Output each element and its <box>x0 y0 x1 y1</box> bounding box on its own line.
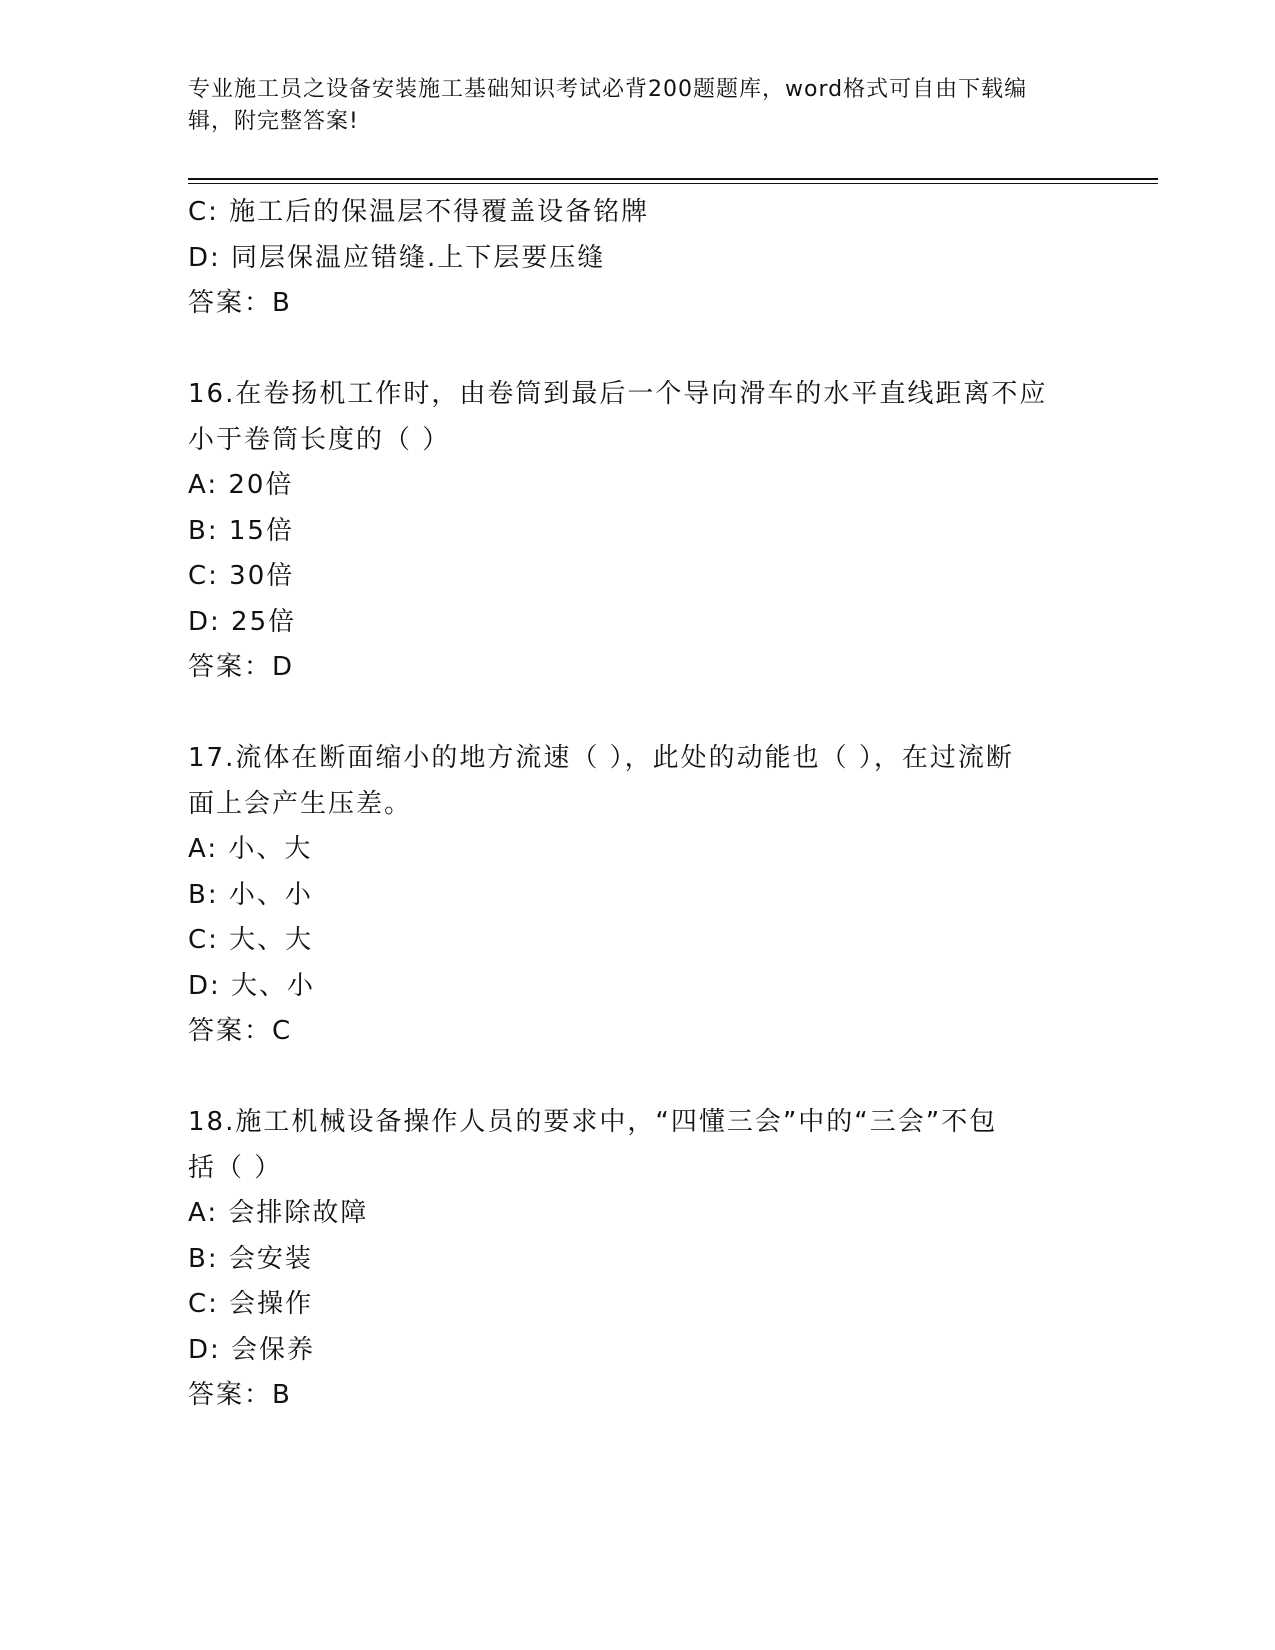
question-stem-line: 面上会产生压差。 <box>188 788 413 819</box>
question-continuation <box>188 190 1088 327</box>
question-stem-line: 18.施工机械设备操作人员的要求中，“四懂三会”中的“三会”不包 <box>188 1107 998 1137</box>
option-b: B: 会安装 <box>188 1243 313 1274</box>
answer-line: 答案：B <box>188 1380 292 1410</box>
option-c: C: 会操作 <box>188 1289 314 1319</box>
answer-line: 答案：B <box>188 288 292 318</box>
option-d: D: 25倍 <box>188 606 297 637</box>
option-b: B: 小、小 <box>188 879 313 910</box>
answer-line: 答案：C <box>188 1016 293 1046</box>
question-16 <box>188 372 1088 691</box>
header-divider-thin <box>188 183 1158 184</box>
option-d: D: 大、小 <box>188 970 316 1001</box>
document-title: 专业施工员之设备安装施工基础知识考试必背200题题库，word格式可自由下载编辑，附完整答案! <box>188 77 1028 134</box>
question-18 <box>188 1100 1088 1419</box>
question-stem-line: 括（ ） <box>188 1152 283 1183</box>
answer-line: 答案：D <box>188 652 295 682</box>
option-c: C: 施工后的保温层不得覆盖设备铭牌 <box>188 197 650 227</box>
page-header <box>188 74 1068 138</box>
option-b: B: 15倍 <box>188 515 294 546</box>
option-d: D: 会保养 <box>188 1334 316 1365</box>
option-d: D: 同层保温应错缝.上下层要压缝 <box>188 242 606 273</box>
question-stem-line: 小于卷筒长度的（ ） <box>188 424 451 455</box>
question-content <box>188 190 1088 1419</box>
option-a: A: 会排除故障 <box>188 1198 369 1228</box>
header-divider-thick <box>188 178 1158 180</box>
option-c: C: 30倍 <box>188 561 295 591</box>
question-17 <box>188 736 1088 1055</box>
question-stem-line: 17.流体在断面缩小的地方流速（ ），此处的动能也（ ），在过流断 <box>188 743 1014 773</box>
question-stem-line: 16.在卷扬机工作时，由卷筒到最后一个导向滑车的水平直线距离不应 <box>188 379 1048 409</box>
option-c: C: 大、大 <box>188 925 314 955</box>
option-a: A: 小、大 <box>188 834 313 864</box>
option-a: A: 20倍 <box>188 470 294 500</box>
